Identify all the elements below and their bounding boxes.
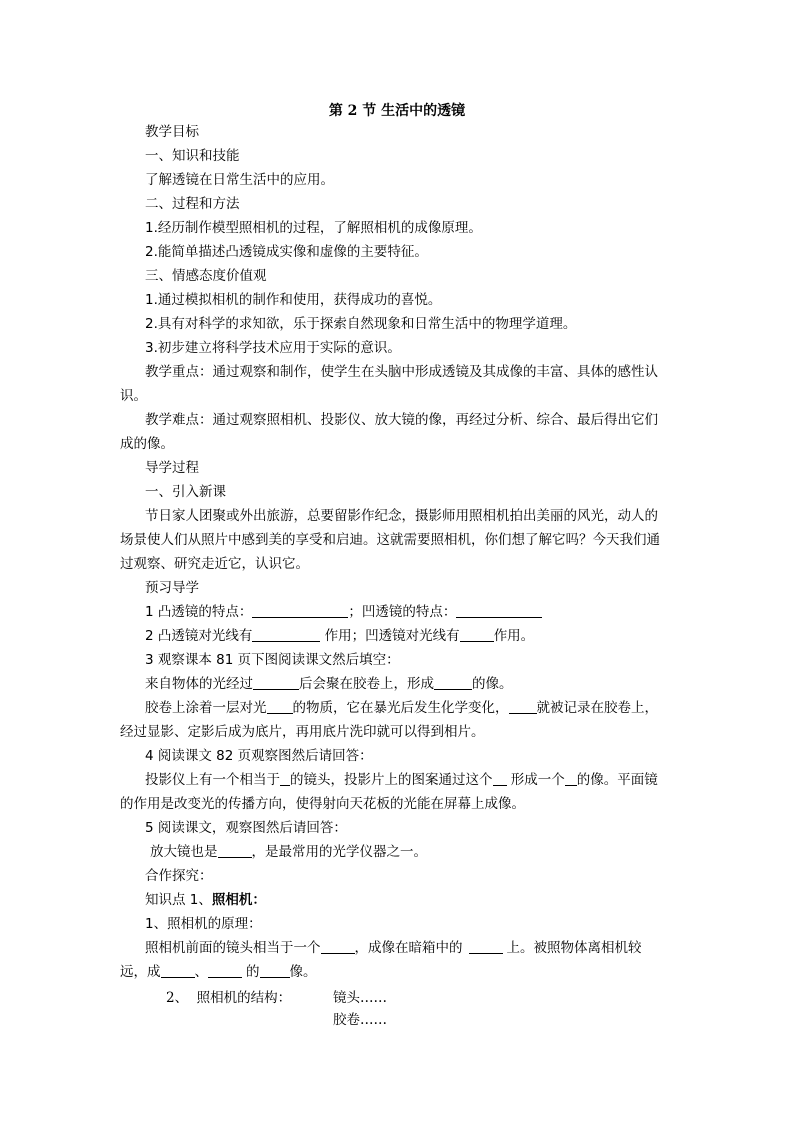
blank[interactable] (252, 626, 320, 642)
text-line: 识。 (120, 388, 147, 404)
blank[interactable] (565, 770, 577, 786)
text-line: 1.经历制作模型照相机的过程，了解照相机的成像原理。 (145, 220, 482, 236)
text-line: 场景使人们从照片中感到美的享受和启迪。这就需要照相机，你们想了解它吗？今天我们通 (120, 532, 660, 548)
blank[interactable] (280, 770, 290, 786)
text-line: 节日家人团聚或外出旅游，总要留影作纪念，摄影师用照相机拍出美丽的风光，动人的 (145, 508, 658, 524)
question-line: 投影仪上有一个相当于 的镜头，投影片上的图案通过这个 形成一个 的像。平面镜 (145, 772, 658, 788)
blank[interactable] (321, 938, 355, 954)
blank[interactable] (252, 602, 348, 618)
text-line: 镜头…… (333, 990, 387, 1006)
question-line: 2 凸透镜对光线有 作用；凹透镜对光线有 作用。 (145, 628, 535, 644)
text-line: 2、 照相机的结构： (166, 990, 292, 1006)
knowledge-point-heading: 知识点 1、照相机： (145, 892, 266, 908)
text-line: 胶卷…… (333, 1012, 387, 1028)
blank[interactable] (493, 770, 507, 786)
blank[interactable] (253, 674, 299, 690)
subheading-preview: 预习导学 (145, 580, 199, 596)
subheading-cooperative: 合作探究： (145, 868, 213, 884)
blank[interactable] (469, 938, 503, 954)
blank[interactable] (509, 698, 537, 714)
question-line: 3 观察课本 81 页下图阅读课文然后填空： (145, 652, 400, 668)
subheading-knowledge-skills: 一、知识和技能 (145, 148, 240, 164)
text-line: 3.初步建立将科学技术应用于实际的意识。 (145, 340, 401, 356)
question-line: 1 凸透镜的特点： ；凹透镜的特点： (145, 600, 542, 624)
teaching-focus: 教学重点：通过观察和制作，使学生在头脑中形成透镜及其成像的丰富、具体的感性认 (145, 364, 658, 380)
text-line: 经过显影、定影后成为底片，再用底片洗印就可以得到相片。 (120, 724, 485, 740)
subheading-intro: 一、引入新课 (145, 484, 226, 500)
question-line: 胶卷上涂着一层对光 的物质，它在暴光后发生化学变化， 就被记录在胶卷上， (145, 700, 658, 716)
page-title: 第 2 节 生活中的透镜 (328, 103, 466, 119)
subheading-attitudes-values: 三、情感态度价值观 (145, 268, 267, 284)
text-line: 过观察、研究走近它，认识它。 (120, 556, 309, 572)
blank[interactable] (161, 962, 195, 978)
text-line: 1.通过模拟相机的制作和使用，获得成功的喜悦。 (145, 292, 442, 308)
text-line: 成的像。 (120, 436, 174, 452)
text-line: 的作用是改变光的传播方向，使得射向天花板的光能在屏幕上成像。 (120, 796, 525, 812)
question-line: 照相机前面的镜头相当于一个 ，成像在暗箱中的 上。被照物体离相机较 (145, 940, 642, 956)
question-line: 放大镜也是 ，是最常用的光学仪器之一。 (150, 844, 427, 860)
blank[interactable] (260, 962, 290, 978)
section-heading-process: 导学过程 (145, 460, 199, 476)
blank[interactable] (460, 626, 494, 642)
blank[interactable] (267, 698, 293, 714)
blank[interactable] (456, 602, 542, 618)
question-line: 远，成 、 的 像。 (120, 964, 317, 980)
text-line: 2.具有对科学的求知欲，乐于探索自然现象和日常生活中的物理学道理。 (145, 316, 577, 332)
text-line: 了解透镜在日常生活中的应用。 (145, 172, 334, 188)
blank[interactable] (208, 962, 242, 978)
question-line: 来自物体的光经过 后会聚在胶卷上，形成 的像。 (145, 676, 513, 692)
blank[interactable] (218, 842, 252, 858)
blank[interactable] (434, 674, 472, 690)
subheading-process-methods: 二、过程和方法 (145, 196, 240, 212)
text-line: 2.能简单描述凸透镜成实像和虚像的主要特征。 (145, 244, 428, 260)
text-line: 1、照相机的原理： (145, 916, 262, 932)
question-line: 4 阅读课文 82 页观察图然后请回答： (145, 748, 373, 764)
teaching-difficulty: 教学难点：通过观察照相机、投影仪、放大镜的像，再经过分析、综合、最后得出它们 (145, 412, 658, 428)
section-heading-objectives: 教学目标 (145, 124, 199, 140)
question-line: 5 阅读课文，观察图然后请回答： (145, 820, 347, 836)
